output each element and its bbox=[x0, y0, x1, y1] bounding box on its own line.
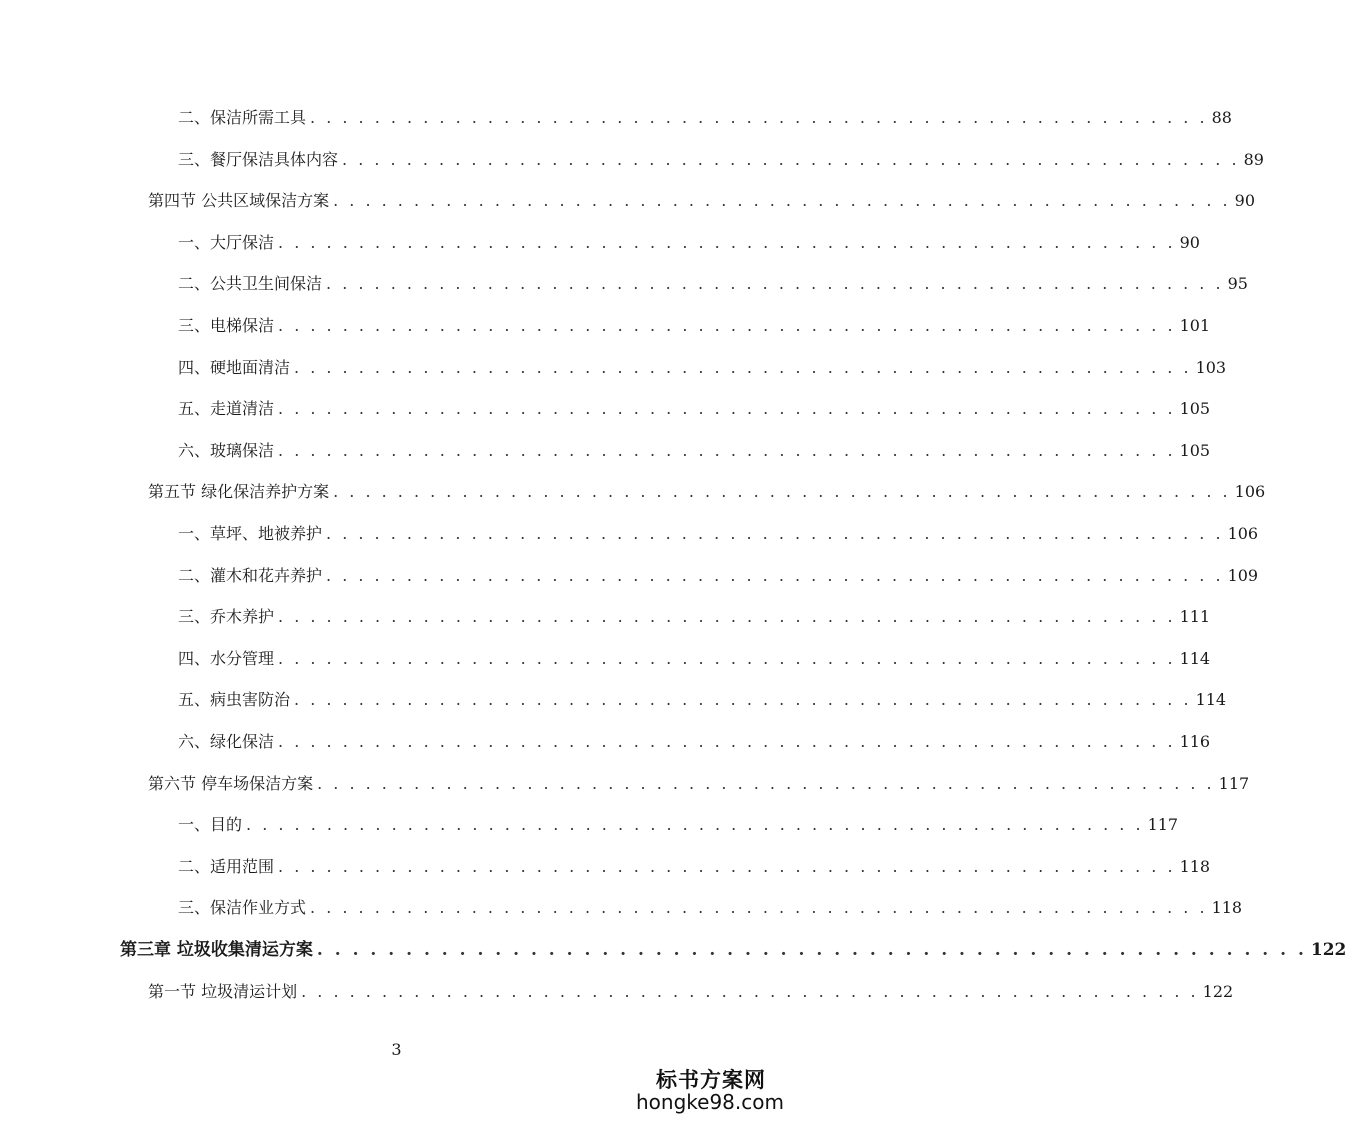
toc-leader-dots: . . . . . . . . . . . . . . . . . . . . . . . . . . . . . . . . . . . . . . . . . . . . . . . . . . . . . . . . bbox=[326, 524, 1224, 543]
toc-leader-dots: . . . . . . . . . . . . . . . . . . . . . . . . . . . . . . . . . . . . . . . . . . . . . . . . . . . . . . . . bbox=[278, 648, 1176, 668]
toc-entry-title: 第一节 垃圾清运计划 bbox=[148, 981, 298, 1001]
toc-leader-dots: . . . . . . . . . . . . . . . . . . . . . . . . . . . . . . . . . . . . . . . . . . . . . . . . . . . . . . . . bbox=[301, 981, 1199, 1001]
toc-leader-dots: . . . . . . . . . . . . . . . . . . . . . . . . . . . . . . . . . . . . . . . . . . . . . . . . . . . . . . . . bbox=[316, 940, 1307, 960]
watermark-name: 标书方案网 bbox=[656, 1068, 766, 1092]
toc-leader-dots: . . . . . . . . . . . . . . . . . . . . . . . . . . . . . . . . . . . . . . . . . . . . . . . . . . . . . . . . bbox=[310, 108, 1208, 127]
toc-entry-title: 一、目的 bbox=[178, 815, 243, 835]
watermark-url: hongke98.com bbox=[636, 1090, 784, 1114]
toc-entry-page: 103 bbox=[1195, 357, 1227, 377]
toc-entry-page: 118 bbox=[1211, 898, 1243, 918]
toc-leader-dots: . . . . . . . . . . . . . . . . . . . . . . . . . . . . . . . . . . . . . . . . . . . . . . . . . . . . . . . . bbox=[278, 856, 1176, 876]
toc-leader-dots: . . . . . . . . . . . . . . . . . . . . . . . . . . . . . . . . . . . . . . . . . . . . . . . . . . . . . . . . bbox=[310, 898, 1208, 918]
toc-entry-page: 122 bbox=[1202, 981, 1234, 1001]
toc-entry-title: 三、保洁作业方式 bbox=[178, 898, 307, 918]
toc-leader-dots: . . . . . . . . . . . . . . . . . . . . . . . . . . . . . . . . . . . . . . . . . . . . . . . . . . . . . . . . bbox=[317, 773, 1215, 793]
toc-entry bbox=[178, 849, 1211, 877]
toc-entry bbox=[178, 682, 1227, 710]
toc-entry-title: 四、硬地面清洁 bbox=[178, 357, 291, 377]
toc-entry-page: 109 bbox=[1227, 565, 1259, 585]
toc-entry-title: 二、保洁所需工具 bbox=[178, 108, 307, 127]
toc-leader-dots: . . . . . . . . . . . . . . . . . . . . . . . . . . . . . . . . . . . . . . . . . . . . . . . . . . . . . . . . bbox=[342, 149, 1240, 169]
toc-leader-dots: . . . . . . . . . . . . . . . . . . . . . . . . . . . . . . . . . . . . . . . . . . . . . . . . . . . . . . . . bbox=[326, 274, 1224, 294]
toc-entry-page: 90 bbox=[1234, 191, 1255, 211]
toc-entry-title: 六、绿化保洁 bbox=[178, 732, 275, 751]
toc-entry-title: 六、玻璃保洁 bbox=[178, 440, 275, 460]
toc-entry-page: 106 bbox=[1234, 482, 1266, 502]
toc-entry-title: 四、水分管理 bbox=[178, 648, 275, 668]
toc-entry bbox=[178, 807, 1179, 835]
toc-entry-title: 第六节 停车场保洁方案 bbox=[148, 773, 314, 793]
toc-leader-dots: . . . . . . . . . . . . . . . . . . . . . . . . . . . . . . . . . . . . . . . . . . . . . . . . . . . . . . . . bbox=[278, 732, 1176, 751]
toc-entry-page: 114 bbox=[1195, 690, 1227, 710]
toc-entry-page: 114 bbox=[1179, 648, 1211, 668]
toc-entry bbox=[178, 724, 1211, 752]
toc-entry-title: 一、草坪、地被养护 bbox=[178, 524, 323, 543]
toc-entry bbox=[178, 225, 1200, 253]
toc-leader-dots: . . . . . . . . . . . . . . . . . . . . . . . . . . . . . . . . . . . . . . . . . . . . . . . . . . . . . . . . bbox=[333, 482, 1231, 502]
toc-entry-page: 95 bbox=[1227, 274, 1248, 294]
toc-entry-title: 三、乔木养护 bbox=[178, 607, 275, 627]
toc-entry-page: 101 bbox=[1179, 316, 1211, 335]
toc-entry bbox=[148, 766, 1250, 794]
toc-entry bbox=[148, 974, 1234, 1002]
toc-entry bbox=[178, 308, 1211, 336]
toc-entry bbox=[178, 558, 1259, 586]
toc-entry bbox=[178, 641, 1211, 669]
toc-entry-title: 二、灌木和花卉养护 bbox=[178, 565, 323, 585]
toc-entry-page: 117 bbox=[1147, 815, 1179, 835]
toc-entry-page: 89 bbox=[1243, 149, 1264, 169]
toc-leader-dots: . . . . . . . . . . . . . . . . . . . . . . . . . . . . . . . . . . . . . . . . . . . . . . . . . . . . . . . . bbox=[326, 565, 1224, 585]
toc-entry-page: 106 bbox=[1227, 524, 1259, 543]
toc-entry-title: 第五节 绿化保洁养护方案 bbox=[148, 482, 330, 502]
toc-leader-dots: . . . . . . . . . . . . . . . . . . . . . . . . . . . . . . . . . . . . . . . . . . . . . . . . . . . . . . . . bbox=[333, 191, 1231, 211]
toc-entry-page: 88 bbox=[1211, 108, 1232, 127]
toc-entry bbox=[120, 932, 1346, 960]
toc-entry-title: 一、大厅保洁 bbox=[178, 232, 275, 252]
toc-entry-page: 118 bbox=[1179, 856, 1211, 876]
toc-entry-title: 三、电梯保洁 bbox=[178, 316, 275, 335]
toc-entry-title: 二、公共卫生间保洁 bbox=[178, 274, 323, 294]
toc-entry-page: 111 bbox=[1179, 607, 1211, 627]
toc-leader-dots: . . . . . . . . . . . . . . . . . . . . . . . . . . . . . . . . . . . . . . . . . . . . . . . . . . . . . . . . bbox=[246, 815, 1144, 835]
toc-entry bbox=[178, 266, 1248, 294]
toc-entry-title: 五、病虫害防治 bbox=[178, 690, 291, 710]
toc-entry-page: 90 bbox=[1179, 232, 1200, 252]
toc-entry bbox=[178, 142, 1264, 170]
toc-entry-title: 三、餐厅保洁具体内容 bbox=[178, 149, 339, 169]
toc-leader-dots: . . . . . . . . . . . . . . . . . . . . . . . . . . . . . . . . . . . . . . . . . . . . . . . . . . . . . . . . bbox=[278, 607, 1176, 627]
toc-entry bbox=[178, 516, 1259, 544]
toc-leader-dots: . . . . . . . . . . . . . . . . . . . . . . . . . . . . . . . . . . . . . . . . . . . . . . . . . . . . . . . . bbox=[278, 232, 1176, 252]
toc-entry bbox=[178, 599, 1211, 627]
toc-entry bbox=[178, 391, 1211, 419]
toc-entry-title: 二、适用范围 bbox=[178, 856, 275, 876]
toc-entry-title: 第四节 公共区域保洁方案 bbox=[148, 191, 330, 211]
toc-entry-title: 五、走道清洁 bbox=[178, 399, 275, 419]
toc-entry-title: 第三章 垃圾收集清运方案 bbox=[120, 940, 313, 960]
toc-entry-page: 122 bbox=[1310, 940, 1346, 960]
toc-entry bbox=[178, 433, 1211, 461]
toc-leader-dots: . . . . . . . . . . . . . . . . . . . . . . . . . . . . . . . . . . . . . . . . . . . . . . . . . . . . . . . . bbox=[278, 399, 1176, 419]
toc-leader-dots: . . . . . . . . . . . . . . . . . . . . . . . . . . . . . . . . . . . . . . . . . . . . . . . . . . . . . . . . bbox=[294, 357, 1192, 377]
toc-entry-page: 105 bbox=[1179, 399, 1211, 419]
toc-leader-dots: . . . . . . . . . . . . . . . . . . . . . . . . . . . . . . . . . . . . . . . . . . . . . . . . . . . . . . . . bbox=[294, 690, 1192, 710]
toc-entry-page: 116 bbox=[1179, 732, 1211, 751]
toc-entry bbox=[178, 100, 1232, 128]
toc-entry-page: 105 bbox=[1179, 440, 1211, 460]
toc-leader-dots: . . . . . . . . . . . . . . . . . . . . . . . . . . . . . . . . . . . . . . . . . . . . . . . . . . . . . . . . bbox=[278, 440, 1176, 460]
toc-entry bbox=[148, 183, 1255, 211]
toc-entry-page: 117 bbox=[1218, 773, 1250, 793]
toc-entry bbox=[178, 890, 1243, 918]
toc-entry bbox=[148, 474, 1266, 502]
toc-entry bbox=[178, 350, 1227, 378]
page-number: 3 bbox=[391, 1040, 402, 1059]
toc-leader-dots: . . . . . . . . . . . . . . . . . . . . . . . . . . . . . . . . . . . . . . . . . . . . . . . . . . . . . . . . bbox=[278, 316, 1176, 335]
